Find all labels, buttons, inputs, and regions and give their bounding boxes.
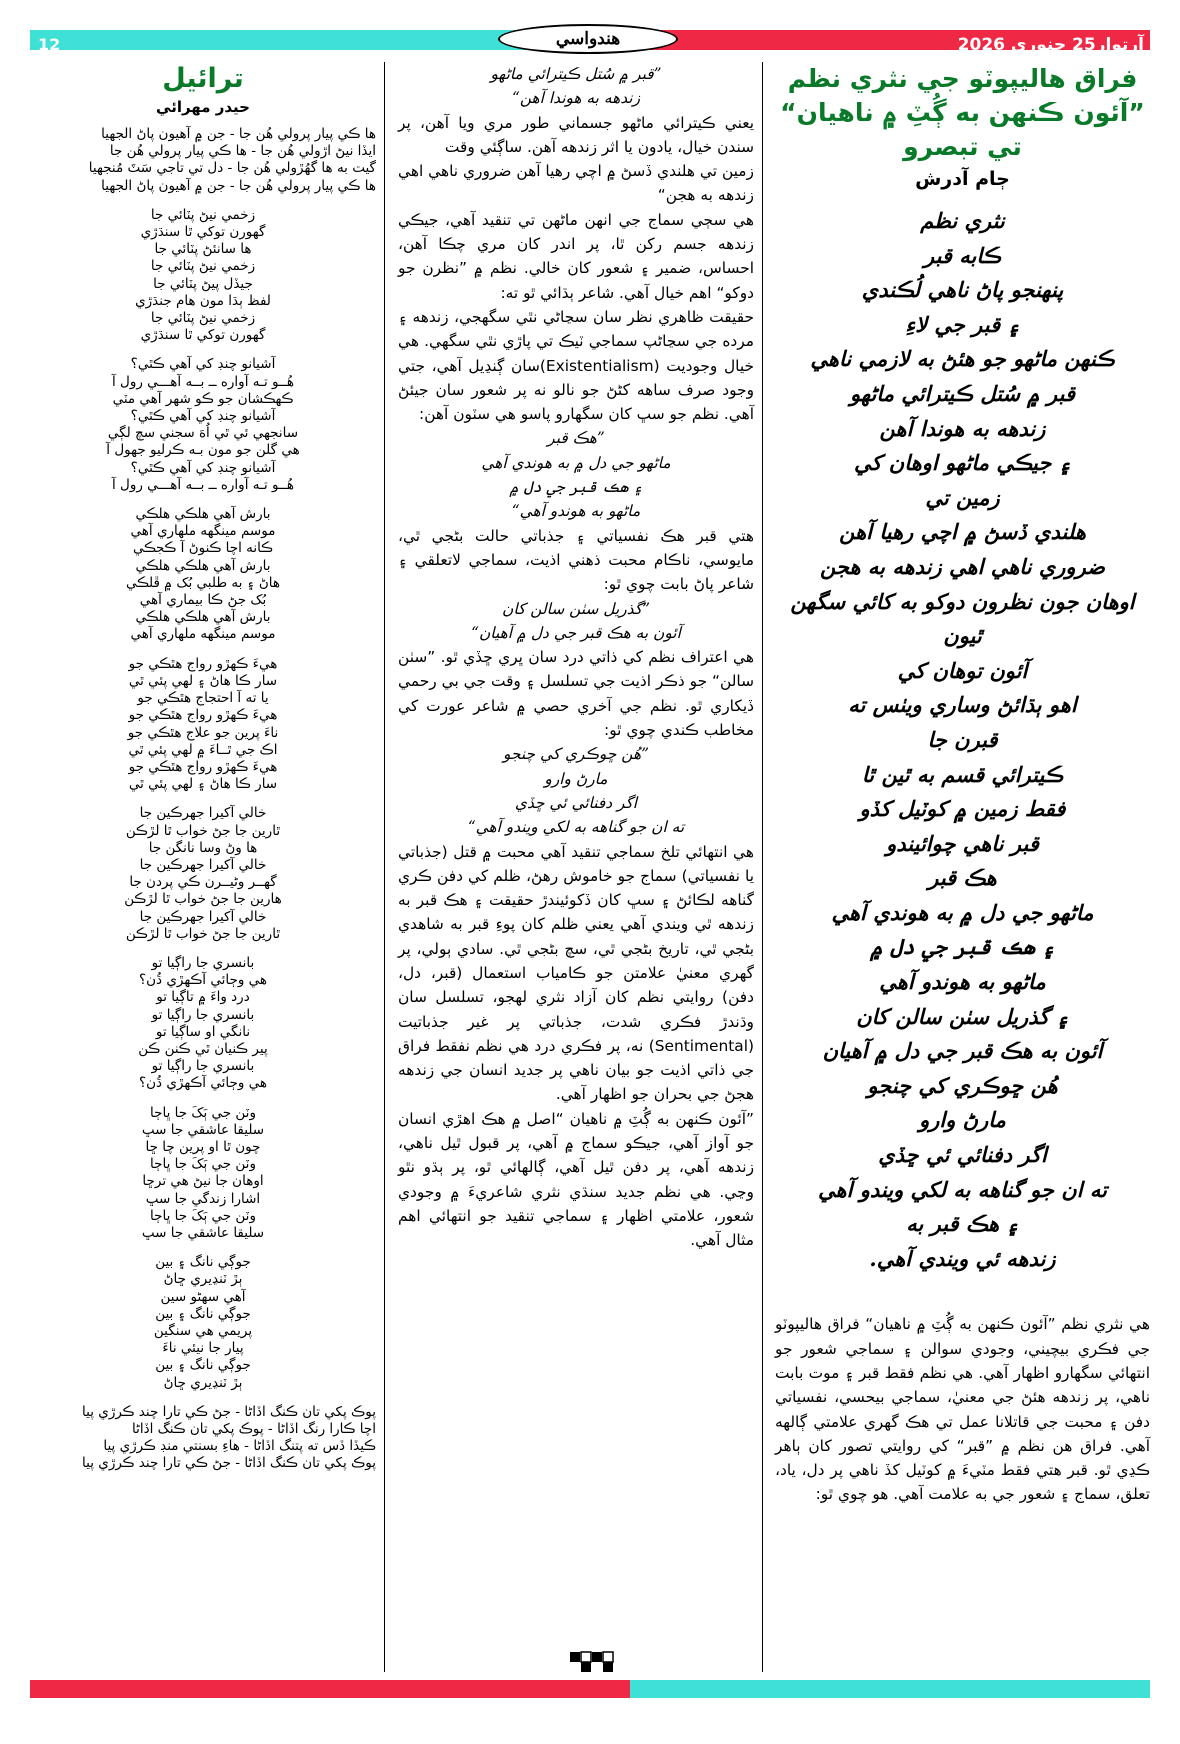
body-paragraph: يعني ڪيترائي ماڻهو جسماني طور مري ويا آهن، پر سندن خيال، يادون يا اثر زندهه آهن. ساڳئي وقت [398,113,754,156]
stanza [30,955,376,1093]
stanza-line: زخمي نيڻ پٽائي جا [150,206,256,223]
stanza-line: سليقا عاشقي جا سڀ [141,1224,265,1241]
stanza-line: گهورن توکي ٿا سنڌڙي [140,224,266,241]
issue-date: آرتوار25 جنوري 2026 [957,35,1144,55]
stanza-line: خالي آکيرا جهرڪين جا [139,908,267,925]
poem-line: ٿيون [943,623,982,649]
stanza-line: اوهان جا نيڻ هي ترڇا [142,1173,264,1190]
stanza [30,1105,376,1243]
stanza-line: آهي سهڻو سين [160,1288,246,1305]
stanza-line: بارش آهي هلڪي هلڪي [135,506,271,523]
poem-line: زمين تي [925,484,1000,510]
quoted-line: ”هڪ قبر [547,429,605,448]
article-title: فراق هاليپوٽو جي نثري نظم ”آئون ڪنهن به ڳُٽِ ۾ ناهيان“ تي تبصرو [780,64,1145,161]
stanza-line: ٿارين جا جڻ خواب ٿا لڙڪن [125,925,281,942]
stanza [30,506,376,644]
stanza-line: ها ڪي پيار پرولي هُن جا - جن ۾ آهيون پاڻ الجهيا [101,126,376,142]
stanza-line: اڪ جي ٿــاءَ ۾ لهي پئي ٿي [128,741,278,758]
stanza-line: ڪيڏا ڏس ته پتنگ اڏاڻا - هاءِ بسنتي منڊ ڪرڙي پيا [103,1438,376,1455]
stanza-line: سار ڪا هاڻ ۽ لهي پئي ٿي [128,776,278,793]
poem-line: ضروري ناهي اهي زندهه به هجن [820,553,1105,579]
poem-line: قبرن جا [927,726,998,752]
body-paragraph: ”آئون ڪنهن به ڳُٽِ ۾ ناهيان “اصل ۾ هڪ اهڙي انسان جو آواز آهي، جيڪو سماج ۾ آهي، پر قبول ٿيل ناهي، زندهه آهي، پر دفن ٿيل آهي، ڳالهائي ٿو، پر ٻڌو نٿو وڃي. هي نظم جديد سنڌي نثري شاعريءَ ۾ وجودي شعور، علامتي اظهار ۽ سماجي تنقيد جو انتهائي اهم مثال آهي. [398,1109,754,1250]
stanza-line: هي گلن جو مون بـه ڪرليو جهول آ [106,442,300,459]
masthead-logo: هندواسي [498,24,678,54]
stanza-line: وٽن جي ٻَکَ جا ڀاڄا [150,1156,256,1173]
poem-title: ترائيل [162,63,244,94]
section-end-ornament [570,1650,614,1674]
stanza [30,1404,376,1473]
stanza-line: هُــو تـه آواره ــ بــه آهـــي رول آ [111,476,294,493]
poem-line: زندهه ئي ويندي آهي. [869,1245,1056,1271]
stanza-line: هارين جا جڻ خواب ٿا لڙڪن [124,891,282,908]
poem-line: آئون به هڪ قبر جي دل ۾ آهيان [822,1038,1103,1064]
stanza-line: اشارا زندگي جا سڀ [145,1190,261,1207]
stanza-line: جيڏل پيڻ پٽائي جا [153,275,253,292]
quoted-line: ۽ هڪ قبر جي دل ۾ [509,478,643,497]
quoted-line: ”هُن ڇوڪري کي چنجو [503,745,649,764]
poem-line: ڪنهن ماڻهو جو هئڻ به لازمي ناهي [810,346,1115,372]
stanza [30,126,376,195]
stanza-line: زخمي نيڻ پٽائي جا [150,258,256,275]
stanza-line: ٻڙ ٽنڍيري ڇاڻ [163,1374,243,1391]
poem-line: ۽ جيڪي ماڻهو اوهان کي [854,450,1071,476]
poem-line: ۽ هڪ قبر به [906,1211,1019,1237]
header-bar [30,24,1150,54]
poem-line: قبر ناهي چوائيندو [886,830,1039,856]
poem-line: ۽ هڪ قبر جي دل ۾ [870,934,1055,960]
stanza-line: موسم مينگهه ملهاري آهي [130,626,276,643]
quoted-line: ماڻهو به هوندو آهي“ [511,502,641,521]
stanza-list [30,126,376,1473]
stanza-line: پوڪ پکي تان ڪنگ اڏاڻا - جڻ ڪي تارا چند ڪرڙي پيا [82,1455,376,1472]
stanza-line: ايڏا نيڻ اڙولي هُن جا - ها ڪي پيار پرولي هُن جا [109,143,376,160]
poem-line: ڪابه قبر [923,242,1001,268]
stanza-line: بارش آهي هلڪي هلڪي [135,557,271,574]
poem-line: اوهان جون نظرون دوکو به کائي سگهن [790,588,1135,614]
stanza-line: سار ڪا هاڻ ۽ لهي پئي ٿي [128,672,278,689]
stanza-line: هيءَ ڪهڙو رواج هٿڪي جو [128,707,278,724]
stanza-line: ٻڙ ٽنڍيري ڇاڻ [163,1271,243,1288]
stanza-line: زخمي نيڻ پٽائي جا [150,310,256,327]
stanza-line: يا ته آ احتجاج هٿڪي جو [137,690,269,707]
stanza-line: آشيانو چنڊ کي آهي ڪٿي؟ [130,356,276,373]
stanza-line: پريمي هي سنگين [153,1323,253,1339]
stanza-line: اچا ڪارا رنگ اڏاڻا - پوڪ پکي تان ڪنگ اڏاڻا [131,1421,376,1438]
stanza-line: ناءَ پرين جو علاج هٿڪي جو [127,724,279,741]
stanza-line: بانسري جا راڳيا تو [151,954,255,971]
body-paragraph: هي سڄي سماج جي انهن ماڻهن تي تنقيد آهي، جيڪي زندهه جسم رکن ٿا، پر اندر کان مري چڪا آهن، احساس، ضمير ۽ شعور کان خالي. نظم ۾ ”نظرن جو دوکو“ اهم خيال آهي. شاعر ٻڌائي ٿو ته: [398,210,754,302]
poet-name: حيدر مهرائي [156,98,250,116]
stanza-line: هيءَ ڪهڙو رواج هٿڪي جو [128,758,278,775]
poem-line: ماڻهو جي دل ۾ به هوندي آهي [831,899,1094,925]
stanza [30,356,376,494]
poem-line: مارڻ وارو [919,1107,1006,1133]
stanza-line: ها وڻ وسا نانگن جا [148,839,258,856]
body-paragraph: حقيقت ظاهري نظر سان سڃاڻي نٿي سگهجي، زندهه ۽ مرده جي سڃاڻپ سماجي ٽيڪ تي پاڙي نٿي سگهي. هي خيال وجوديت (Existentialism)سان ڳنڍيل آهي، جتي وجود صرف ساهه کڻڻ جو نالو نه پر شعور سان جيئڻ آهي. نظم جو سڀ کان سگهارو پاسو هي سٽون آهن: [398,307,754,424]
poem-line: اگر دفنائي ئي ڇڏي [878,1142,1047,1168]
stanza-line: چون ٿا او پرين چا ڇا [145,1138,261,1155]
stanza-line: بانسري جا راڳيا تو [151,1058,255,1075]
stanza-line: بانسري جا راڳيا تو [151,1006,255,1023]
poem-line: زندهه به هوندا آهن [879,415,1046,441]
stanza-line: پيار جا نيئي ناءَ [162,1340,244,1357]
header-cyan-band [30,30,530,54]
body-paragraph: هي اعتراف نظم کي ذاتي درد سان ڀري ڇڏي ٿو. ”سٺن سالن“ جو ذڪر اذيت جي تسلسل ۽ وقت جي بي رحمي ڏيکاري ٿو. نظم جي آخري حصي ۾ شاعر عورت کي مخاطب ڪندي چوي ٿو: [398,648,754,740]
poem-line: پنهنجو پاڻ ناهي لُڪندي [861,277,1064,303]
stanza-line: ڪهڪشان جو ڪو شهر آهي مٽي [112,390,294,407]
stanza-line: وٽن جي ٻَکَ جا ڀاڄا [150,1104,256,1121]
poem-line: ۽ گذريل سٺن سالن کان [856,1003,1069,1029]
stanza-line: ها ڪي پيار پرولي هُن جا - جن ۾ آهيون پاڻ الجهيا [101,177,376,194]
stanza [30,805,376,943]
stanza-line: گهورن توکي ٿا سنڌڙي [140,327,266,344]
stanza-line: موسم مينگهه ملهاري آهي [130,523,276,540]
stanza-line: بُک جڻ ڪا بيماري آهي [139,592,267,609]
page-number: 12 [38,35,61,54]
body-paragraph: هي انتهائي تلخ سماجي تنقيد آهي محبت ۾ قتل (جذباتي يا نفسياتي) سماج جو خاموش رهڻ، ظلم کي دفن ڪري گناهه لڪائڻ ۽ سڀ کان ڏکوئيندڙ حقيقت ۽ هڪ قبر به زندهه ٿي ويندي آهي يعني ظلم کان پوءِ قبر به شاهدي بڻجي ٿي، تاريخ بڻجي ٿي، سچ بڻجي ٿي. سادي ٻولي، پر گهري معنيٰ علامتن جو ڪامياب استعمال (قبر، دل، دفن) روايتي نظم کان آزاد نثري لهجو، تسلسل سان وڌندڙ فڪري شدت، جذباتي پر غير جذباتيت (Sentimental) نه، پر فڪري درد هي نظم نفقط فراق جي ذاتي اذيت جو بيان ناهي پر جديد انسان جي زندهه هجڻ جي بحران جو اظهار آهي. [398,842,754,1104]
stanza-line: آشيانو چنڊ کي آهي ڪٿي؟ [130,459,276,476]
stanza-line: بارش آهي هلڪي هلڪي [135,609,271,626]
quoted-line: زندهه به هوندا آهن“ [511,89,641,108]
poem-line: ڪيترائي قسم به ٿين ٿا [861,761,1064,787]
stanza-line: هي وڄائي آڪهڙي ڌُن؟ [138,1075,268,1092]
quoted-line: مارڻ وارو [544,769,608,788]
stanza-line: خالي آکيرا جهرڪين جا [139,805,267,822]
stanza-line: نانگي او ساڳيا تو [155,1023,251,1040]
poem-line: ماڻهو به هوندو آهي [879,969,1046,995]
stanza-line: هي وڄائي آڪهڙي ڌُن؟ [138,972,268,989]
stanza-line: پوڪ پکي تان ڪنگ اڏاڻا - جڻ ڪي تارا چند ڪرڙي پيا [82,1403,376,1420]
quoted-line: ته ان جو گناهه به لکي ويندو آهي“ [467,818,685,837]
stanza-line: جوڳي نانگ ۽ بين [155,1254,251,1271]
stanza-line: هيءَ ڪهڙو رواج هٿڪي جو [128,655,278,672]
stanza-line: ٿارين جا جڻ خواب ٿا لڙڪن [125,822,281,839]
stanza-line: ڪانه اچا ڪنوڻ آ ڪجڪي [132,540,274,557]
article-column-right [775,62,1150,1507]
poem-line: ۽ قبر جي لاءِ [905,311,1020,337]
article-column-middle [398,62,763,1672]
poem-line: اهو ٻڌائڻ وساري ويٺس ته [848,692,1077,718]
quoted-line: ”گذريل سٺن سالن کان [502,599,650,618]
stanza-line: گهــر وڻيــرن ڪي پردن جا [129,874,277,891]
stanza-line: درد واءَ ۾ تاڳيا تو [156,989,250,1006]
quoted-line: آئون به هڪ قبر جي دل ۾ آهيان“ [471,623,681,642]
stanza-line: هاڻ ۽ به طلبي بُک ۾ ڦلڪي [126,574,280,591]
article-author: ڄام آدرش [915,168,1010,190]
stanza [30,207,376,345]
stanza-line: آشيانو چنڊ کي آهي ڪٿي؟ [130,408,276,425]
stanza-line: پير ڪنيان ٿي ڪنن ڪن [138,1040,268,1057]
poem-line: هُن ڇوڪري کي چنجو [867,1072,1058,1098]
poem-column-left [30,62,385,1672]
body-paragraph: هتي قبر هڪ نفسياتي ۽ جذباتي حالت بڻجي ٿي، مايوسي، ناڪام محبت ذهني اذيت، سماجي لاتعلقي ۽ شاعر پاڻ بابت چوي ٿو: [398,526,754,594]
stanza-line: وٽن جي ٻَکَ جا ڀاڄا [150,1207,256,1224]
poem-line: نثري نظم [920,208,1005,233]
stanza-line: سليقا عاشقي جا سڀ [141,1121,265,1138]
stanza [30,1254,376,1392]
featured-poem [775,204,1150,1276]
stanza-line: خالي آکيرا جهرڪين جا [139,856,267,873]
footer-cyan-band [630,1680,1150,1698]
poem-line: هلندي ڏسڻ ۾ اچي رهيا آهن [839,519,1086,545]
stanza-line: ها سانئڻ پٽائي جا [154,241,252,258]
footer-red-band [30,1680,630,1698]
stanza-line: جوڳي نانگ ۽ بين [155,1357,251,1374]
poem-line: ته ان جو گناهه به لکي ويندو آهي [818,1176,1107,1202]
poem-line: فقط زمين ۾ کوٽيل کڏو [859,796,1066,822]
body-paragraph: زمين تي هلندي ڏسڻ ۾ اچي رهيا آهن ضروري ناهي اهي زندهه به هجن“ [398,162,754,205]
stanza-line: گيت به ها گهُڙولي هُن جا - دل تي تاجي سَٽَ مُنجهيا [88,160,376,177]
stanza-line: سانجهي ئي ٿي اُهَ سجني سچ لڳي [107,425,299,442]
stanza-line: جوڳي نانگ ۽ بين [155,1305,251,1322]
stanza-line: لفظ ٻڌا مون هام جنڌڙي [135,292,271,309]
quoted-line: ماڻهو جي دل ۾ به هوندي آهي [481,453,671,472]
quoted-line: اگر دفنائي ئي ڇڏي [514,793,638,812]
poem-line: آئون توهان کي [897,657,1028,683]
stanza-line: هُــو تـه آواره ــ بــه آهـــي رول آ [111,373,294,390]
poem-line: هڪ قبر [928,865,997,891]
intro-paragraph: هي نثري نظم ”آئون ڪنهن به ڳُٽِ ۾ ناهيان“ فراق هاليپوٽو جي فڪري بيچيني، وجودي سوالن ۽ سماجي شعور جو انتهائي سگهارو اظهار آهي. هي نظم فقط قبر ۽ موت بابت ناهي، پر زندهه هئڻ جي معنيٰ، سماجي بيحسي، نفسياتي دفن ۽ محبت جي قاتلانا عمل تي هڪ گهري علامتي ڳالهه آهي. فراق هن نظم ۾ ”قبر“ کي روايتي تصور کان ٻاهر ڪڍي ٿو. قبر هتي فقط مٽيءَ ۾ کوٽيل کڏ ناهي پر دل، ياد، تعلق، سماج ۽ شعور جي به علامت آهي. هو چوي ٿو: [775,1315,1150,1504]
stanza [30,656,376,794]
quoted-line: ”قبر ۾ سُتل ڪيترائي ماڻهو [490,65,662,83]
poem-line: قبر ۾ سُتل ڪيترائي ماڻهو [849,380,1076,406]
